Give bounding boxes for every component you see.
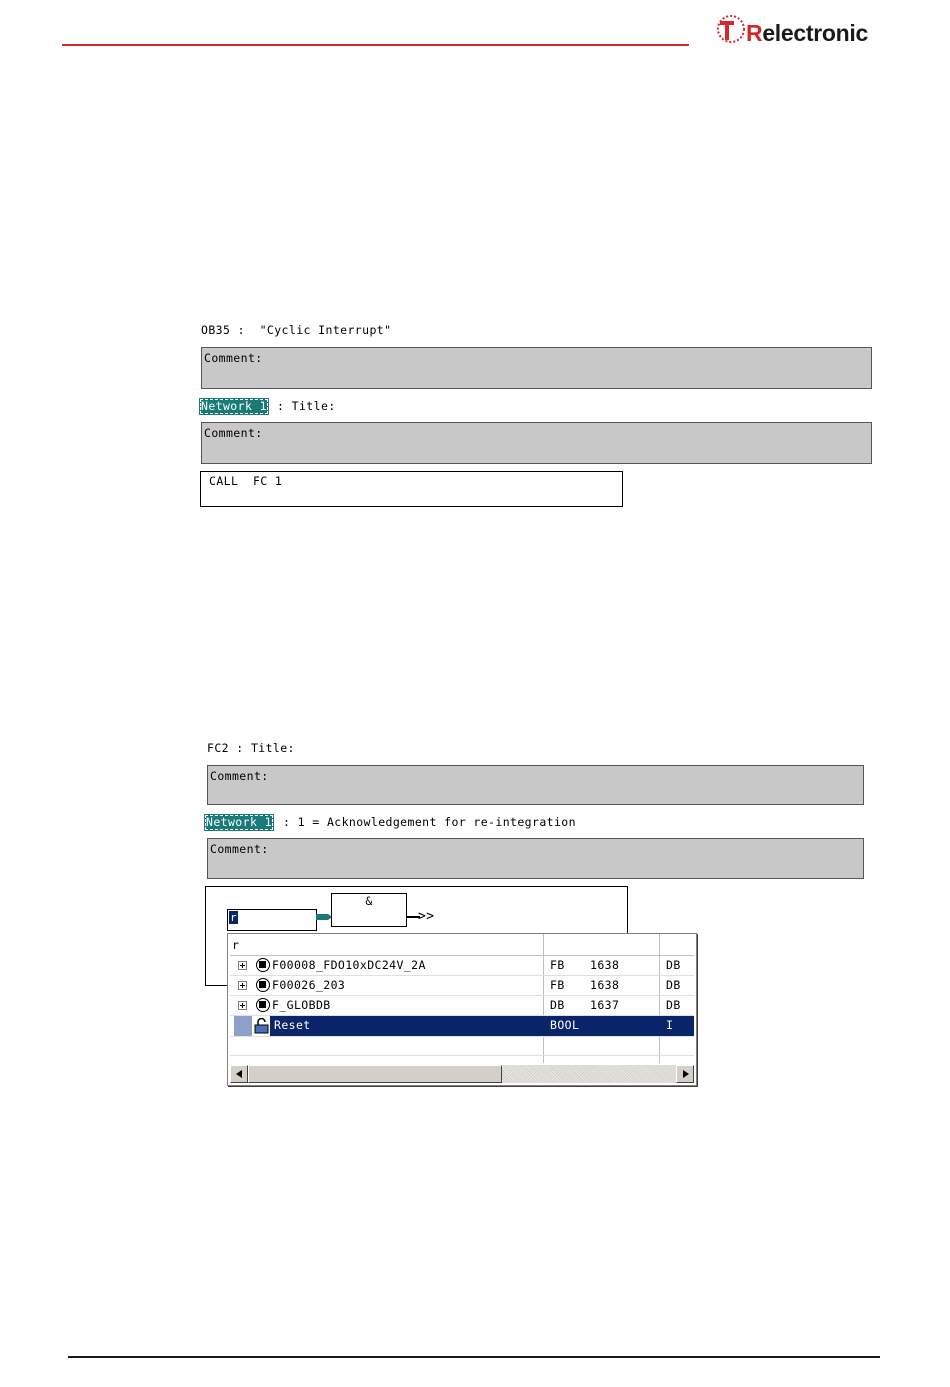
selection-highlight xyxy=(270,1016,694,1036)
expand-icon[interactable] xyxy=(238,1001,247,1010)
fc2-network-header xyxy=(204,814,704,832)
expand-icon[interactable] xyxy=(238,981,247,990)
list-item[interactable] xyxy=(230,956,694,976)
symbol-extra: DB xyxy=(666,978,681,992)
scroll-thumb[interactable] xyxy=(248,1065,502,1083)
symbol-extra: DB xyxy=(666,998,681,1012)
fc2-network-comment[interactable] xyxy=(207,838,864,879)
list-item-selected[interactable] xyxy=(230,1016,694,1036)
row-gutter xyxy=(234,1016,252,1036)
output-connector: >> xyxy=(418,909,435,924)
symbol-number: 1638 xyxy=(590,978,620,992)
list-item-empty xyxy=(230,1036,694,1056)
logo-letter: R xyxy=(746,20,763,46)
block-icon xyxy=(256,958,270,972)
ob35-block-comment[interactable] xyxy=(201,347,872,389)
symbol-extra: DB xyxy=(666,958,681,972)
horizontal-scrollbar[interactable] xyxy=(230,1065,694,1083)
comment-label: Comment: xyxy=(204,426,263,440)
network-tag[interactable]: Network 1 xyxy=(206,815,272,829)
list-item[interactable] xyxy=(230,996,694,1016)
symbol-name: F_GLOBDB xyxy=(272,998,331,1012)
expand-icon[interactable] xyxy=(238,961,247,970)
ob35-block-title: OB35 : "Cyclic Interrupt" xyxy=(201,323,392,337)
variable-icon xyxy=(254,1018,270,1034)
comment-label: Comment: xyxy=(204,351,263,365)
footer-rule xyxy=(68,1356,880,1358)
stl-code-line: CALL FC 1 xyxy=(209,474,283,488)
and-logic-box[interactable] xyxy=(331,893,407,927)
fc2-block-title: FC2 : Title: xyxy=(207,741,295,755)
symbol-name: F00026_203 xyxy=(272,978,346,992)
block-icon xyxy=(256,998,270,1012)
fc2-block-comment[interactable] xyxy=(207,765,864,805)
symbol-type: BOOL xyxy=(550,1018,580,1032)
comment-label: Comment: xyxy=(210,769,269,783)
logo-text xyxy=(746,20,868,47)
and-symbol: & xyxy=(365,894,373,908)
ob35-network-header xyxy=(199,398,599,416)
ob35-network-comment[interactable] xyxy=(201,422,872,464)
header-rule xyxy=(62,44,689,46)
logo-wordmark: electronic xyxy=(762,20,868,46)
symbol-selection-popup[interactable] xyxy=(227,933,697,1086)
network-tag[interactable]: Network 1 xyxy=(201,399,267,413)
block-icon xyxy=(256,978,270,992)
symbol-type: FB xyxy=(550,978,565,992)
symbol-type: FB xyxy=(550,958,565,972)
arrow-left-icon xyxy=(236,1070,242,1078)
list-item[interactable] xyxy=(230,976,694,996)
scroll-left-button[interactable] xyxy=(230,1065,248,1083)
logo-emblem-icon xyxy=(716,14,746,44)
stl-code-box[interactable] xyxy=(200,471,623,507)
popup-filter-text: r xyxy=(232,938,240,952)
network-title: : Title: xyxy=(277,399,336,413)
operand-input[interactable] xyxy=(227,909,317,931)
arrow-right-icon xyxy=(683,1070,689,1078)
network-title: : 1 = Acknowledgement for re-integration xyxy=(283,815,576,829)
symbol-type: DB xyxy=(550,998,565,1012)
comment-label: Comment: xyxy=(210,842,269,856)
tr-electronic-logo xyxy=(716,10,876,50)
symbol-number: 1637 xyxy=(590,998,620,1012)
scroll-right-button[interactable] xyxy=(676,1065,694,1083)
symbol-name: Reset xyxy=(274,1018,311,1032)
symbol-name: F00008_FDO10xDC24V_2A xyxy=(272,958,426,972)
symbol-extra: I xyxy=(666,1018,674,1032)
operand-input-text: r xyxy=(230,911,237,924)
symbol-number: 1638 xyxy=(590,958,620,972)
